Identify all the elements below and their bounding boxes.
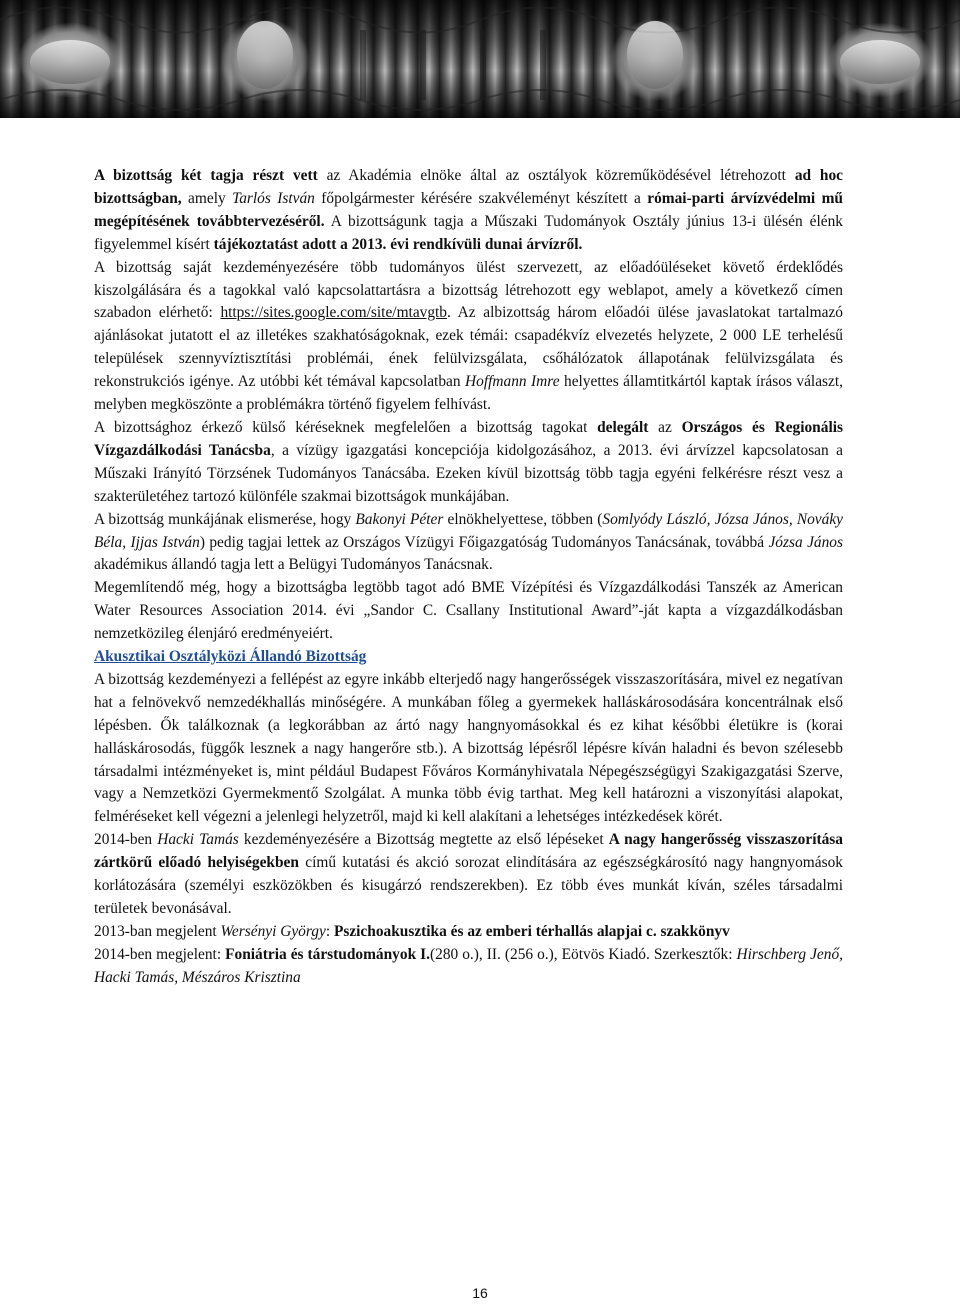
paragraph-delegation <box>94 417 843 509</box>
bold-text: A nagy hangerősség visszaszorítása zártkörű előadó helyiségekben <box>94 831 843 872</box>
text-span: kezdeményezésére a Bizottság megtette az első lépéseket <box>238 831 609 849</box>
person-name: Hoffmann Imre <box>465 373 560 391</box>
text-span: A bizottság saját kezdeményezésére több tudományos ülést szervezett, az előadóüléseket követő érdeklődés kiszolgálására és a tagokkal való kapcsolattartásra a bizottság létrehozott egy weblapot, amely a következő címen szabadon elérhető: <box>94 258 843 322</box>
book-title: Foniátria és társtudományok I. <box>225 945 430 963</box>
paragraph-flood-committee <box>94 165 843 257</box>
text-span: 2013-ban megjelent <box>94 922 221 940</box>
bold-text: A bizottság két tagja részt vett <box>94 167 318 184</box>
text-span: A bizottság munkájának elismerése, hogy <box>94 510 356 528</box>
text-span: ) pedig tagjai lettek az Országos Vízügyi Főigazgatóság Tudományos Tanácsának, továbbá <box>199 533 769 551</box>
text-span: 2014-ben <box>94 831 158 849</box>
text-span: az Akadémia elnöke által az osztályok közreműködésével létrehozott <box>317 167 795 184</box>
text-span: (280 o.), II. (256 o.), Eötvös Kiadó. Szerkesztők: <box>430 945 737 963</box>
editor-names: Hirschberg Jenő, Hacki Tamás, Mészáros Krisztina <box>94 945 843 986</box>
person-names: Somlyódy László, Józsa János, Nováky Béla, Ijjas István <box>94 510 843 551</box>
text-span: A bizottságunk tagja a Műszaki Tudományok Osztály június 13-i ülésén élénk figyelemmel kísért <box>94 212 843 253</box>
text-span: elnökhelyettese, többen ( <box>443 510 603 528</box>
paragraph-recognition <box>94 509 843 578</box>
text-span: Megemlítendő még, hogy a bizottságba legtöbb tagot adó BME Vízépítési és Vízgazdálkodási Tanszék az American Water Resources Association 2014. évi „Sandor C. Csallany Institutional Award”-ját kapta a vízgazdálkodásban nemzetközileg élenjáró eredményeiért. <box>94 579 843 643</box>
text-span: amely <box>181 189 233 207</box>
bold-text: római-parti árvízvédelmi mű megépítésének továbbtervezéséről. <box>94 189 843 230</box>
paragraph-2014-initiative <box>94 829 843 921</box>
bold-text: tájékoztatást adott a 2013. évi rendkívüli dunai árvízről. <box>213 235 583 253</box>
text-span: helyettes államtitkártól kaptak írásos választ, melyben megköszönte a problémákra történő figyelem felhívást. <box>94 373 843 414</box>
person-name: Bakonyi Péter <box>355 510 444 528</box>
text-span: . Az albizottság három előadói ülése javaslatokat tartalmazó ajánlásokat jutatott el az illetékes szakhatóságoknak, ezek témái: csapadékvíz elvezetés helyzete, 2 000 LE terhelésű települések szennyvíztisztítási problémái, ének felülvizsgálata, csőhálózatok állapotának felülvizsgálata és rekonstrukciós igénye. Az utóbbi két témával kapcsolatban <box>94 304 843 391</box>
bold-text: ad hoc bizottságban, <box>94 167 844 207</box>
text-span: akadémikus állandó tagja lett a Belügyi Tudományos Tanácsnak. <box>94 556 493 574</box>
person-name: Hacki Tamás <box>157 831 239 849</box>
paragraph-2013-book <box>94 921 843 944</box>
page-number: 16 <box>472 1285 488 1301</box>
bold-text: Országos és Regionális Vízgazdálkodási Tanácsba <box>94 418 843 459</box>
text-span: 2014-ben megjelent: <box>94 945 226 963</box>
text-span: , a vízügy igazgatási koncepciója kidolgozásához, a 2013. évi árvízzel kapcsolatosan a Műszaki Irányító Törzsének Tudományos Tanácsába. Ezeken kívül bizottság több tagja egyéni felkérésre részt vesz a szakterületéhez tartozó különféle szakmai bizottságok munkájában. <box>94 441 843 505</box>
person-name: Józsa János <box>768 533 843 551</box>
document-body <box>94 165 843 990</box>
section-heading: Akusztikai Osztályközi Állandó Bizottság <box>94 648 367 666</box>
text-span: című kutatási és akció sorozat elindítására az egészségkárosító nagy hangnyomások korlátozására (személyi eszközökben és kisugárzó rendszerekben). Ez több éves munkát kíván, széles társadalmi területek bevonásával. <box>94 854 843 917</box>
person-name: Wersényi György <box>220 922 326 940</box>
website-link[interactable]: https://sites.google.com/site/mtavgtb <box>220 304 448 322</box>
paragraph-acoustic-initiative <box>94 669 843 829</box>
paragraph-scientific-meetings <box>94 257 843 417</box>
text-span: A bizottsághoz érkező külső kéréseknek megfelelően a bizottság tagokat <box>94 418 598 436</box>
text-span: : <box>325 922 334 940</box>
bold-text: delegált <box>597 418 649 436</box>
text-span: az <box>648 418 682 436</box>
decorative-header-banner <box>0 0 960 118</box>
paragraph-2014-book <box>94 944 843 990</box>
text-span: A bizottság kezdeményezi a fellépést az egyre inkább elterjedő nagy hangerősségek visszaszorítására, mivel ez negatívan hat a felnövekvő nemzedékhallás minőségére. A munkában főleg a gyermekek halláskárosodására koncentrálnak első lépésben. Ők találkoznak (a legkorábban az ártó nagy hangnyomásokkal és ez kihat későbbi életükre is (korai halláskárosodás, függők lesznek a nagy hangerőre stb.). A bizottság lépésről lépésre kíván haladni és bevon szélesebb társadalmi intézményeket is, mint például Budapest Főváros Kormányhivatala Népegészségügyi Szakigazgatási Szerve, vagy a Nemzetközi Gyermekmentő Szolgálat. A munka több évig tarthat. Meg kell határozni a viszonyítási alapokat, felméréseket kell végezni a jelenlegi helyzetről, majd ki kell alakítani a lehetséges intézkedések körét. <box>94 670 843 826</box>
book-title: Pszichoakusztika és az emberi térhallás alapjai c. szakkönyv <box>333 922 730 940</box>
ornament-relief-image <box>0 0 960 118</box>
person-name: Tarlós István <box>232 189 315 207</box>
text-span: főpolgármester kérésére szakvéleményt készített a <box>314 189 648 207</box>
paragraph-award <box>94 577 843 646</box>
